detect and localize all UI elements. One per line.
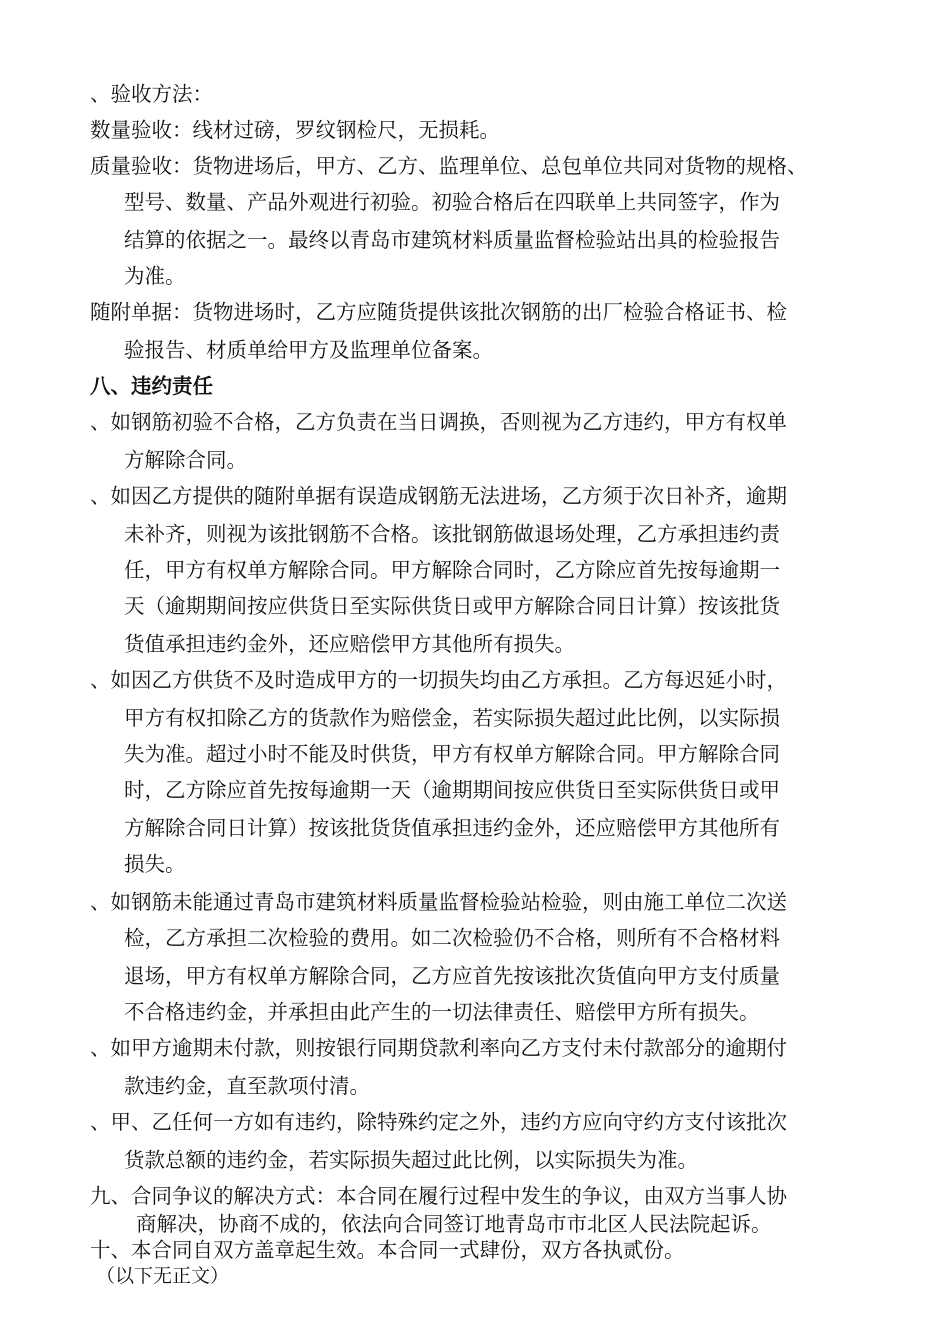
section-nine-line-1: 九、合同争议的解决方式：本合同在履行过程中发生的争议，由双方当事人协 bbox=[90, 1184, 787, 1208]
clause-6-line-1: 、甲、乙任何一方如有违约，除特殊约定之外，违约方应向守约方支付该批次 bbox=[90, 1110, 787, 1134]
clause-5-line-2: 款违约金，直至款项付清。 bbox=[124, 1074, 370, 1098]
clause-2-line-5: 货值承担违约金外，还应赔偿甲方其他所有损失。 bbox=[124, 632, 575, 656]
clause-3-line-4: 时，乙方除应首先按每逾期一天（逾期期间按应供货日至实际供货日或甲 bbox=[124, 778, 780, 802]
clause-4-line-4: 不合格违约金，并承担由此产生的一切法律责任、赔偿甲方所有损失。 bbox=[124, 1000, 760, 1024]
section-nine-line-2: 商解决，协商不成的，依法向合同签订地青岛市市北区人民法院起诉。 bbox=[136, 1212, 772, 1236]
section-ten: 十、本合同自双方盖章起生效。本合同一式肆份，双方各执贰份。 bbox=[90, 1238, 685, 1262]
quantity-acceptance: 数量验收：线材过磅，罗纹钢检尺，无损耗。 bbox=[90, 118, 500, 142]
clause-2-line-2: 未补齐，则视为该批钢筋不合格。该批钢筋做退场处理，乙方承担违约责 bbox=[124, 522, 780, 546]
attached-documents-line-2: 验报告、材质单给甲方及监理单位备案。 bbox=[124, 338, 493, 362]
clause-1-line-1: 、如钢筋初验不合格，乙方负责在当日调换，否则视为乙方违约，甲方有权单 bbox=[90, 410, 787, 434]
clause-3-line-3: 失为准。超过小时不能及时供货，甲方有权单方解除合同。甲方解除合同 bbox=[124, 742, 780, 766]
end-of-text-note: （以下无正文） bbox=[96, 1265, 230, 1287]
clause-3-line-1: 、如因乙方供货不及时造成甲方的一切损失均由乙方承担。乙方每迟延小时， bbox=[90, 668, 787, 692]
quality-acceptance-line-1: 质量验收：货物进场后，甲方、乙方、监理单位、总包单位共同对货物的规格、 bbox=[90, 154, 808, 178]
clause-2-line-4: 天（逾期期间按应供货日至实际供货日或甲方解除合同日计算）按该批货 bbox=[124, 594, 780, 618]
clause-6-line-2: 货款总额的违约金，若实际损失超过此比例，以实际损失为准。 bbox=[124, 1148, 698, 1172]
clause-3-line-5: 方解除合同日计算）按该批货货值承担违约金外，还应赔偿甲方其他所有 bbox=[124, 816, 780, 840]
quality-acceptance-line-3: 结算的依据之一。最终以青岛市建筑材料质量监督检验站出具的检验报告 bbox=[124, 228, 780, 252]
clause-5-line-1: 、如甲方逾期未付款，则按银行同期贷款利率向乙方支付未付款部分的逾期付 bbox=[90, 1036, 787, 1060]
clause-4-line-1: 、如钢筋未能通过青岛市建筑材料质量监督检验站检验，则由施工单位二次送 bbox=[90, 890, 787, 914]
attached-documents-line-1: 随附单据：货物进场时，乙方应随货提供该批次钢筋的出厂检验合格证书、检 bbox=[90, 300, 787, 324]
clause-4-line-3: 退场，甲方有权单方解除合同，乙方应首先按该批次货值向甲方支付质量 bbox=[124, 964, 780, 988]
quality-acceptance-line-2: 型号、数量、产品外观进行初验。初验合格后在四联单上共同签字，作为 bbox=[124, 190, 780, 214]
clause-3-line-2: 甲方有权扣除乙方的货款作为赔偿金，若实际损失超过此比例，以实际损 bbox=[124, 706, 780, 730]
quality-acceptance-line-4: 为准。 bbox=[124, 264, 186, 288]
acceptance-method-heading: 、验收方法： bbox=[90, 82, 213, 106]
clause-1-line-2: 方解除合同。 bbox=[124, 448, 247, 472]
clause-3-line-6: 损失。 bbox=[124, 852, 186, 876]
section-eight-heading: 八、违约责任 bbox=[90, 374, 213, 398]
clause-4-line-2: 检，乙方承担二次检验的费用。如二次检验仍不合格，则所有不合格材料 bbox=[124, 926, 780, 950]
clause-2-line-3: 任，甲方有权单方解除合同。甲方解除合同时，乙方除应首先按每逾期一 bbox=[124, 558, 780, 582]
clause-2-line-1: 、如因乙方提供的随附单据有误造成钢筋无法进场，乙方须于次日补齐，逾期 bbox=[90, 484, 787, 508]
